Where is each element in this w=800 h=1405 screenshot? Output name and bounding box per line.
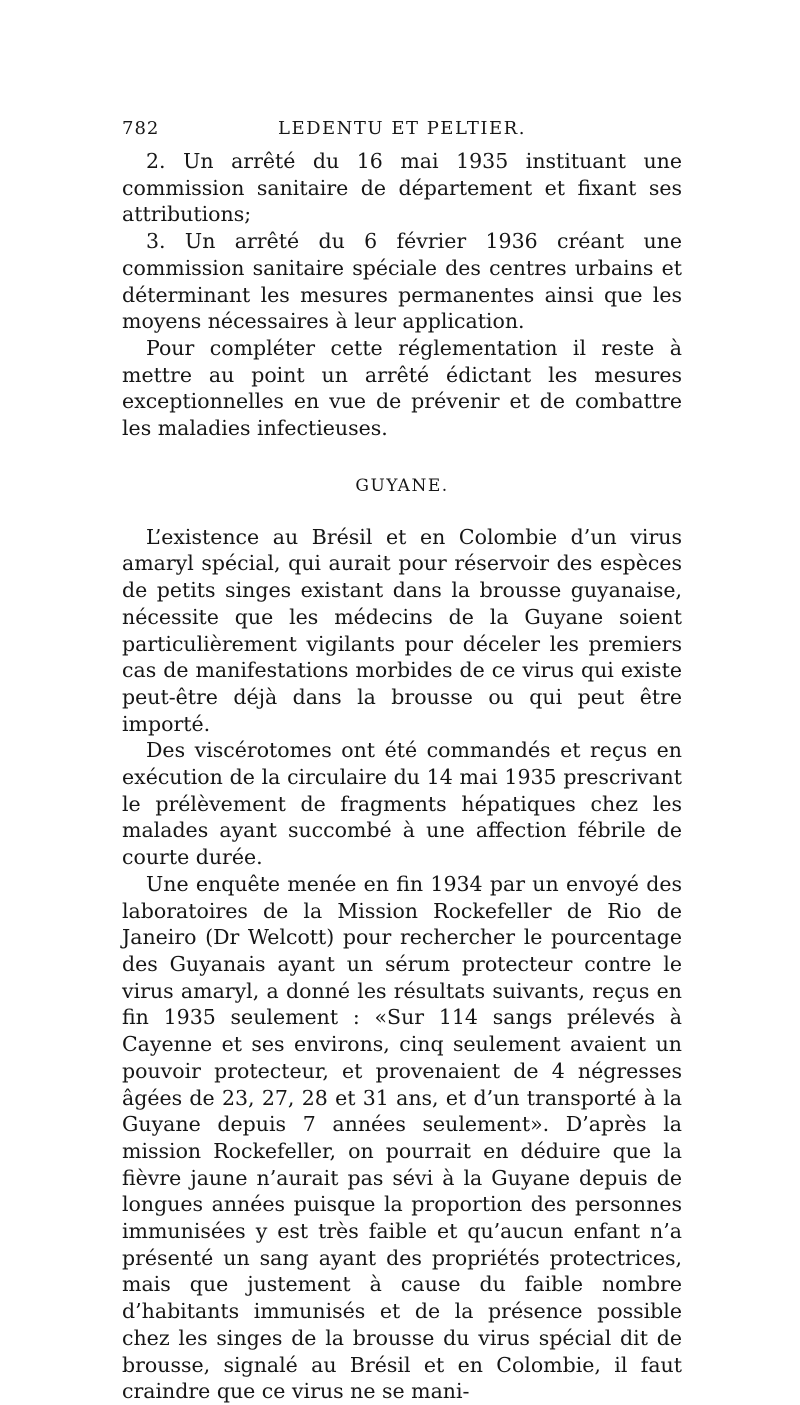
page-number: 782 <box>122 118 160 139</box>
running-title: LEDENTU ET PELTIER. <box>278 118 526 139</box>
paragraph-item-2: 2. Un arrêté du 16 mai 1935 instituant une commission sanitaire de département et fixant ses attributions; <box>122 149 682 227</box>
paragraph-viscerotomes: Des viscérotomes ont été commandés et reçus en exécution de la circulaire du 14 mai 1935 prescrivant le prélèvement de fragments hépatiques chez les malades ayant succombé à une affection fébrile de courte durée. <box>122 738 682 870</box>
paragraph-virus-existence: L’existence au Brésil et en Colombie d’un virus amaryl spécial, qui aurait pour réservoir des espèces de petits singes existant dans la brousse guyanaise, nécessite que les médecins de la Guyane soient particulièrement vigilants pour déceler les premiers cas de manifestations morbides de ce virus qui existe peut-être déjà dans la brousse ou qui peut être importé. <box>122 524 682 736</box>
body-text <box>122 148 682 1405</box>
paragraph-rockefeller-survey: Une enquête menée en fin 1934 par un envoyé des laboratoires de la Mission Rockefeller de Rio de Janeiro (Dr Welcott) pour rechercher le pourcentage des Guyanais ayant un sérum protecteur contre le virus amaryl, a donné les résultats suivants, reçus en fin 1935 seulement : «Sur 114 sangs prélevés à Cayenne et ses environs, cinq seulement avaient un pouvoir protecteur, et provenaient de 4 négresses âgées de 23, 27, 28 et 31 ans, et d’un transporté à la Guyane depuis 7 années seulement». D’après la mission Rockefeller, on pourrait en déduire que la fièvre jaune n’aurait pas sévi à la Guyane depuis de longues années puisque la proportion des personnes immunisées y est très faible et qu’aucun enfant n’a présenté un sang ayant des propriétés protectrices, mais que justement à cause du faible nombre d’habitants immunisés et de la présence possible chez les singes de la brousse du virus spécial dit de brousse, signalé au Brésil et en Colombie, il faut craindre que ce virus ne se mani- <box>122 871 682 1404</box>
section-title: GUYANE. <box>355 475 449 496</box>
paragraph-item-3: 3. Un arrêté du 6 février 1936 créant une commission sanitaire spéciale des centres urbains et déterminant les mesures permanentes ainsi que les moyens nécessaires à leur application. <box>122 229 682 334</box>
page-header <box>122 118 682 142</box>
paragraph-regulation-completion: Pour compléter cette réglementation il reste à mettre au point un arrêté édictant les mesures exceptionnelles en vue de prévenir et de combattre les maladies infectieuses. <box>122 335 682 441</box>
